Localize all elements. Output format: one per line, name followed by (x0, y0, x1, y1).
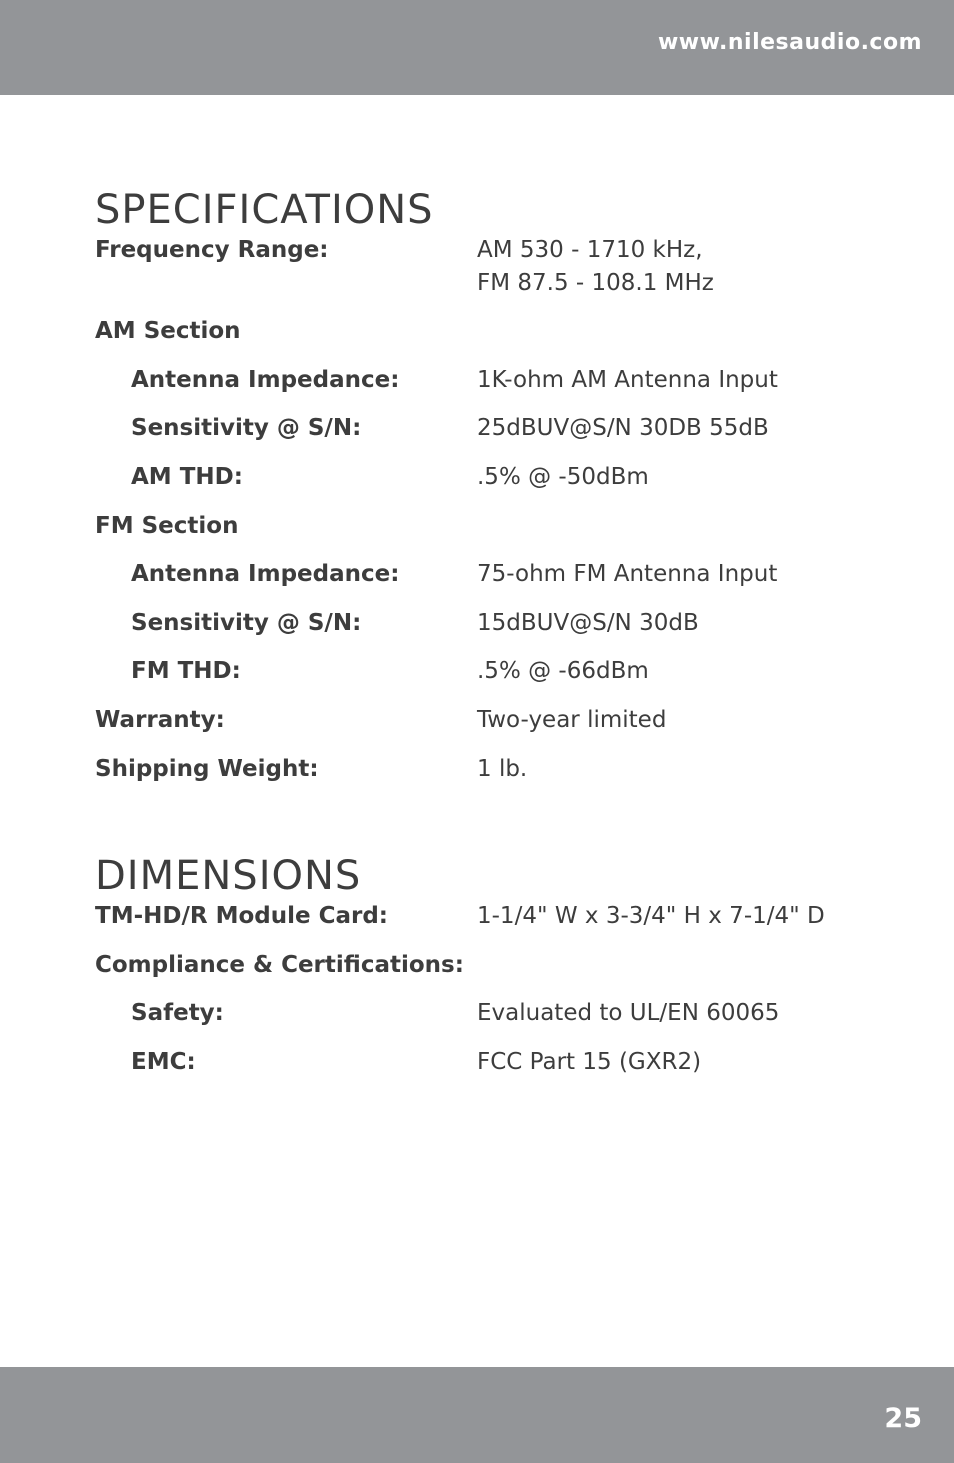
fm-antenna-impedance-value: 75-ohm FM Antenna Input (477, 561, 778, 587)
shipping-weight-value: 1 lb. (477, 756, 528, 782)
fm-section-heading: FM Section (95, 513, 239, 539)
specifications-title: SPECIFICATIONS (95, 187, 434, 233)
emc-value: FCC Part 15 (GXR2) (477, 1049, 702, 1075)
module-card-label: TM-HD/R Module Card: (95, 903, 389, 929)
am-thd-label: AM THD: (131, 464, 243, 490)
warranty-value: Two-year limited (477, 707, 667, 733)
frequency-range-value-am: AM 530 - 1710 kHz, (477, 237, 703, 263)
am-thd-value: .5% @ -50dBm (477, 464, 649, 490)
fm-sensitivity-value: 15dBUV@S/N 30dB (477, 610, 699, 636)
website-url: www.nilesaudio.com (657, 30, 922, 55)
frequency-range-value-fm: FM 87.5 - 108.1 MHz (477, 270, 714, 296)
frequency-range-label: Frequency Range: (95, 237, 329, 263)
page-header (0, 0, 954, 95)
am-sensitivity-label: Sensitivity @ S/N: (131, 415, 362, 441)
fm-thd-value: .5% @ -66dBm (477, 658, 649, 684)
am-antenna-impedance-label: Antenna Impedance: (131, 367, 400, 393)
safety-value: Evaluated to UL/EN 60065 (477, 1000, 780, 1026)
shipping-weight-label: Shipping Weight: (95, 756, 319, 782)
dimensions-title: DIMENSIONS (95, 853, 362, 899)
page-number: 25 (884, 1403, 922, 1434)
warranty-label: Warranty: (95, 707, 225, 733)
am-antenna-impedance-value: 1K-ohm AM Antenna Input (477, 367, 778, 393)
am-sensitivity-value: 25dBUV@S/N 30DB 55dB (477, 415, 769, 441)
compliance-heading: Compliance & Certifications: (95, 952, 464, 978)
fm-antenna-impedance-label: Antenna Impedance: (131, 561, 400, 587)
fm-thd-label: FM THD: (131, 658, 241, 684)
safety-label: Safety: (131, 1000, 224, 1026)
emc-label: EMC: (131, 1049, 196, 1075)
am-section-heading: AM Section (95, 318, 241, 344)
page-footer (0, 1367, 954, 1463)
fm-sensitivity-label: Sensitivity @ S/N: (131, 610, 362, 636)
module-card-value: 1-1/4" W x 3-3/4" H x 7-1/4" D (477, 903, 825, 929)
